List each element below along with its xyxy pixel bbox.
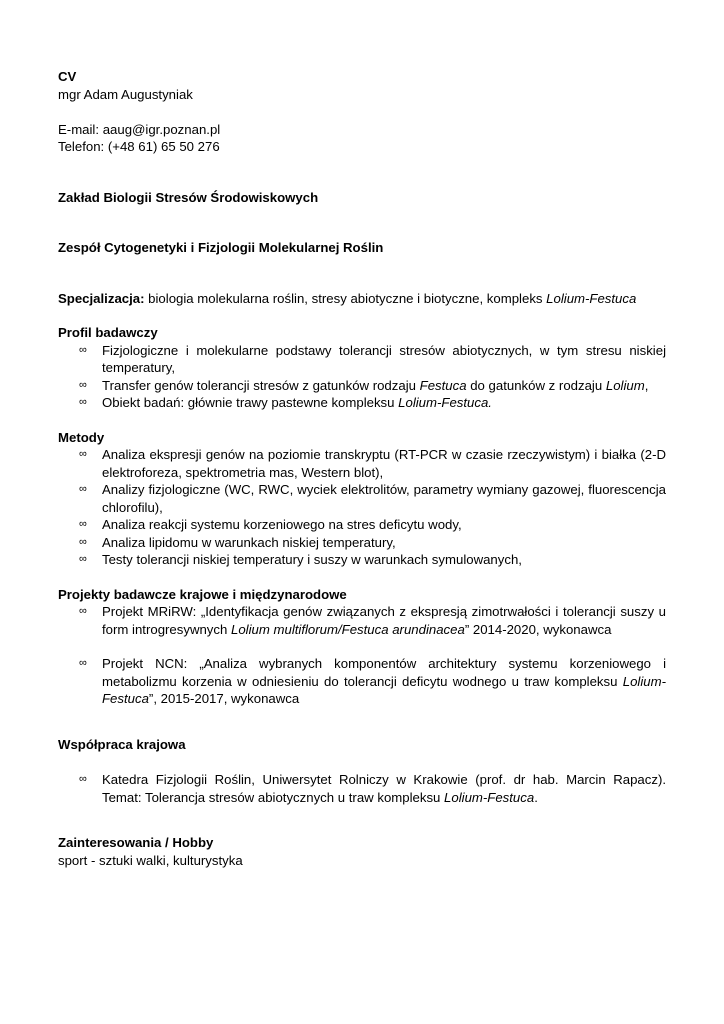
- infinity-bullet-icon: ∞: [79, 378, 87, 391]
- email-line: E-mail: aaug@igr.poznan.pl: [58, 121, 221, 137]
- list-item: ∞ Testy tolerancji niskiej temperatury i suszy w warunkach symulowanych,: [79, 552, 522, 567]
- infinity-bullet-icon: ∞: [79, 535, 87, 548]
- team-heading: Zespół Cytogenetyki i Fizjologii Molekularnej Roślin: [58, 240, 384, 255]
- infinity-bullet-icon: ∞: [79, 657, 87, 669]
- cooperation-list: [58, 771, 666, 806]
- infinity-bullet-icon: ∞: [79, 396, 87, 408]
- infinity-bullet-icon: ∞: [79, 448, 87, 460]
- phone-line: Telefon: (+48 61) 65 50 276: [58, 139, 220, 154]
- list-item: ∞ Analizy fizjologiczne (WC, RWC, wyciek elektrolitów, parametry wymiany gazowej, fluorescencja chlorofilu),: [79, 482, 666, 515]
- infinity-bullet-icon: ∞: [79, 483, 87, 495]
- profile-heading: Profil badawczy: [58, 325, 158, 340]
- list-item: ∞ Katedra Fizjologii Roślin, Uniwersytet Rolniczy w Krakowie (prof. dr hab. Marcin Rapacz). Temat: Tolerancja stresów abiotycznych u traw kompleksu Lolium-Festuca.: [79, 772, 666, 805]
- list-item: ∞ Projekt MRiRW: „Identyfikacja genów związanych z ekspresją zimotrwałości i tolerancji suszy u form introgresywnych Lolium multiflorum/Festuca arundinacea” 2014-2020, wykonawca: [79, 604, 666, 637]
- infinity-bullet-icon: ∞: [79, 773, 87, 785]
- specialization-label: Specjalizacja:: [58, 290, 145, 306]
- infinity-bullet-icon: ∞: [79, 605, 87, 617]
- list-item: ∞ Analiza ekspresji genów na poziomie transkryptu (RT-PCR w czasie rzeczywistym) i białka (2-D elektroforeza, spektrometria mas, Western blot),: [79, 447, 666, 480]
- specialization-line: [58, 290, 666, 308]
- infinity-bullet-icon: ∞: [79, 553, 87, 565]
- list-item: ∞ Obiekt badań: głównie trawy pastewne kompleksu Lolium-Festuca.: [79, 395, 492, 410]
- projects-list: [58, 603, 666, 708]
- cooperation-heading: Współpraca krajowa: [58, 736, 186, 752]
- list-item: ∞ Analiza lipidomu w warunkach niskiej temperatury,: [79, 534, 396, 550]
- department-heading: Zakład Biologii Stresów Środowiskowych: [58, 189, 319, 205]
- infinity-bullet-icon: ∞: [79, 518, 87, 530]
- list-item: ∞ Fizjologiczne i molekularne podstawy tolerancji stresów abiotycznych, w tym stresu niskiej temperatury,: [79, 342, 666, 375]
- list-item: ∞ Projekt NCN: „Analiza wybranych komponentów architektury systemu korzeniowego i metabolizmu korzenia w odniesieniu do tolerancji deficytu wodnego u traw kompleksu Lolium-Festuca”, 2015-2017, wykonawca: [79, 656, 666, 706]
- hobby-heading: Zainteresowania / Hobby: [58, 835, 214, 850]
- projects-heading: Projekty badawcze krajowe i międzynarodowe: [58, 586, 347, 602]
- methods-heading: Metody: [58, 429, 105, 445]
- infinity-bullet-icon: ∞: [79, 343, 87, 356]
- profile-list: [58, 342, 666, 412]
- cv-title: CV: [58, 69, 77, 84]
- person-name: mgr Adam Augustyniak: [58, 86, 193, 102]
- list-item: ∞ Transfer genów tolerancji stresów z gatunków rodzaju Festuca do gatunków z rodzaju Lolium,: [79, 377, 649, 393]
- specialization-text: biologia molekularna roślin, stresy abiotyczne i biotyczne, kompleks: [144, 290, 547, 306]
- list-item: ∞ Analiza reakcji systemu korzeniowego na stres deficytu wody,: [79, 517, 462, 532]
- methods-list: [58, 446, 666, 569]
- hobby-text: sport - sztuki walki, kulturystyka: [58, 852, 243, 868]
- specialization-italic: Lolium-Festuca: [546, 290, 637, 306]
- cv-document: [58, 68, 666, 869]
